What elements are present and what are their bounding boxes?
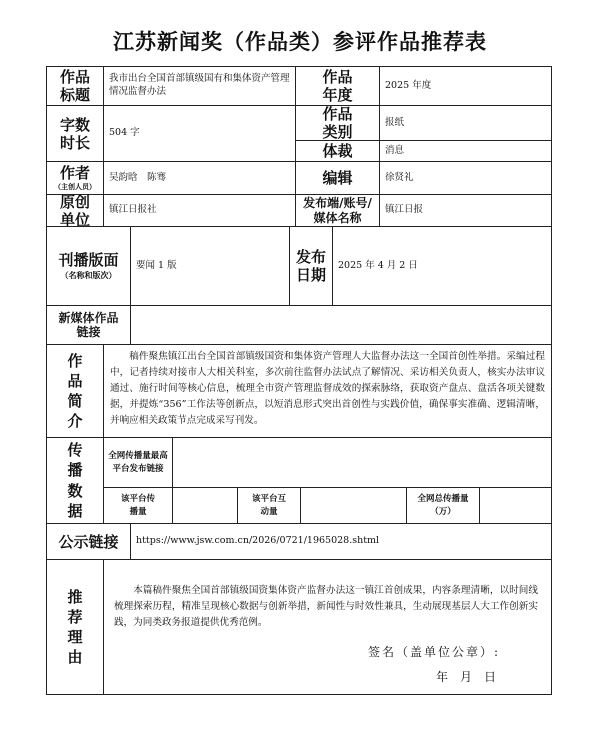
year-value: 2025 年度 xyxy=(379,66,552,106)
author-label: 作者 （主创人员） xyxy=(46,161,104,195)
genre-label: 体裁 xyxy=(295,140,380,162)
publisher-label: 发布端/账号/媒体名称 xyxy=(295,194,380,227)
page-value: 要闻 1 版 xyxy=(130,226,290,306)
unit-value: 镇江日报社 xyxy=(103,194,296,227)
genre-value: 消息 xyxy=(379,140,552,162)
editor-value: 徐贤礼 xyxy=(379,161,552,195)
platform-interact-value xyxy=(300,487,407,524)
total-spread-value xyxy=(479,487,552,524)
intro-label: 作品简介 xyxy=(46,344,104,438)
platform-spread-label: 该平台传播量 xyxy=(103,487,173,524)
link-value[interactable]: https://www.jsw.com.cn/2026/0721/1965028.shtml xyxy=(130,523,552,560)
spread-top-link-label: 全网传播量最高平台发布链接 xyxy=(103,437,173,488)
reason-value: 本篇稿件聚焦全国首部镇级国资集体资产监督办法这一镇江首创成果，内容条理清晰，以时间线梳理探索历程，精准呈现核心数据与创新举措，新闻性与时效性兼具，生动展现基层人大工作创新实践，为同类政务报道提供优秀范例。 xyxy=(114,585,538,628)
spread-label: 传播数据 xyxy=(46,437,104,524)
page-title: 江苏新闻奖（作品类）参评作品推荐表 xyxy=(113,29,487,54)
link-label: 公示链接 xyxy=(46,523,131,560)
word-count-value: 504 字 xyxy=(103,105,296,162)
category-value: 报纸 xyxy=(379,105,552,141)
newmedia-value xyxy=(130,305,552,345)
sign-label: 签名（盖单位公章）: xyxy=(368,645,501,659)
date-value: 2025 年 4 月 2 日 xyxy=(332,226,552,306)
platform-spread-value xyxy=(172,487,238,524)
reason-label: 推荐理由 xyxy=(46,559,104,695)
author-value: 吴韵晗 陈骞 xyxy=(103,161,296,195)
page-sublabel: （名称和版次） xyxy=(60,270,117,281)
publisher-value: 镇江日报 xyxy=(379,194,552,227)
word-count-label: 字数时长 xyxy=(46,105,104,162)
sign-date: 年 月 日 xyxy=(436,670,497,684)
editor-label: 编辑 xyxy=(295,161,380,195)
author-sublabel: （主创人员） xyxy=(54,182,96,192)
platform-interact-label: 该平台互动量 xyxy=(237,487,301,524)
year-label: 作品年度 xyxy=(295,66,380,106)
category-label: 作品类别 xyxy=(295,105,380,141)
total-spread-label: 全网总传播量（万） xyxy=(406,487,480,524)
unit-label: 原创单位 xyxy=(46,194,104,227)
page-label: 刊播版面 （名称和版次） xyxy=(46,226,131,306)
date-label: 发布日期 xyxy=(289,226,333,306)
work-title-label: 作品标题 xyxy=(46,66,104,106)
spread-top-link-value xyxy=(172,437,552,488)
work-title-value: 我市出台全国首部镇级国有和集体资产管理情况监督办法 xyxy=(103,66,296,106)
intro-value: 稿件聚焦镇江出台全国首部镇级国资和集体资产管理人大监督办法这一全国首创性举措。采编过程中，记者持续对接市人大相关科室，多次前往监督办法试点了解情况、采访相关负责人，核实办法审议通过、施行时间等核心信息，梳理全市资产管理监督成效的探索脉络，获取资产盘点、盘活各项关键数据，并提炼“356”工作法等创新点，以短消息形式突出首创性与实践价值，确保事实准确、逻辑清晰，并响应相关政策节点完成采写刊发。 xyxy=(103,344,552,438)
newmedia-label: 新媒体作品链接 xyxy=(46,305,131,345)
